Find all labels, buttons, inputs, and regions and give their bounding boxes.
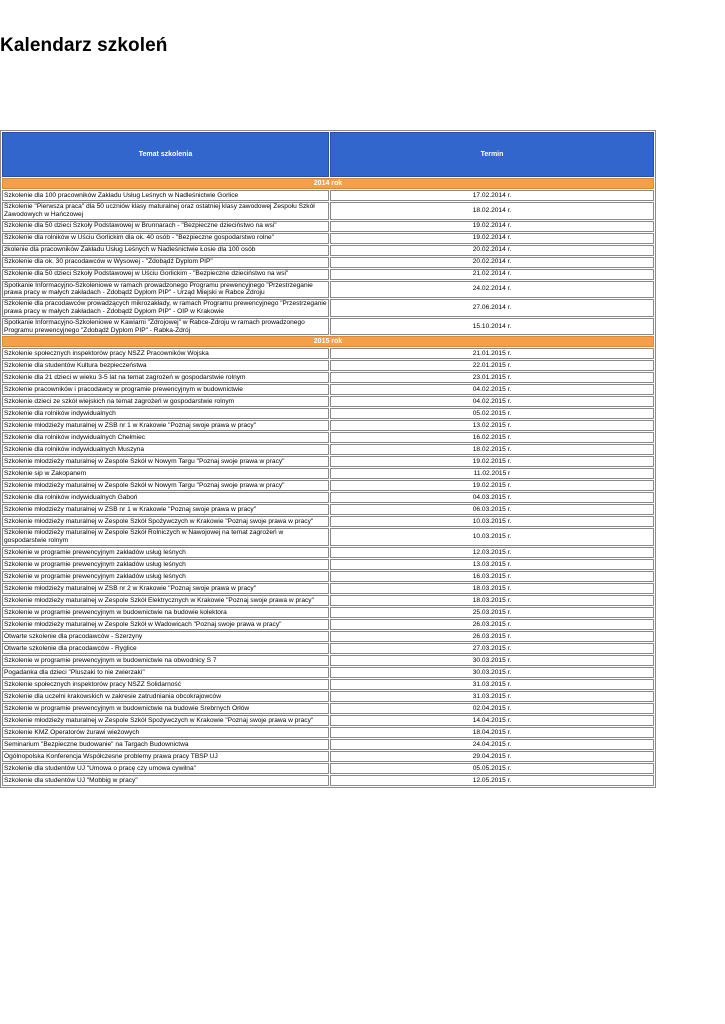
year-label: 2015 rok: [2, 336, 654, 347]
training-topic-cell: Szkolenie KMZ Operatorów żurawi wieżowych: [2, 727, 329, 738]
training-topic-cell: Szkolenie młodzieży maturalnej w ZSB nr 2 w Krakowie "Poznaj swoje prawa w pracy": [2, 583, 329, 594]
training-topic-cell: Spotkanie Informacyjno-Szkoleniowe w Kawiarni "Zdrojowej" w Rabce-Zdroju w ramach prowadzonego Programu prewencyjnego "Zdobądź Dyplom PIP" - Rabka-Zdrój: [2, 318, 329, 336]
training-date-cell: 31.03.2015 r.: [330, 679, 654, 690]
training-topic-cell: Otwarte szkolenie dla pracodawców - Ryglice: [2, 643, 329, 654]
training-topic-cell: Szkolenie dla 50 dzieci Szkoły Podstawowej w Brunnarach - "Bezpieczne dzieciństwo na wsi": [2, 221, 329, 232]
table-row: [2, 547, 654, 558]
table-row: [2, 571, 654, 582]
training-topic-cell: zkolenie dla pracowników Zakładu Usług Leśnych w Nadleśnictwie Łosie dla 100 osób: [2, 245, 329, 256]
training-topic-cell: Szkolenie w programie prewencyjnym zakładów usług leśnych: [2, 559, 329, 570]
training-date-cell: 10.03.2015 r.: [330, 528, 654, 546]
training-topic-cell: Szkolenie młodzieży maturalnej w Zespole Szkół w Nowym Targu "Poznaj swoje prawa w pracy": [2, 456, 329, 467]
training-date-cell: 20.02.2014 r.: [330, 257, 654, 268]
training-date-cell: 19.02.2015 r.: [330, 456, 654, 467]
training-date-cell: 13.03.2015 r.: [330, 559, 654, 570]
table-row: [2, 257, 654, 268]
training-topic-cell: Szkolenie dla rolników indywidualnych Muszyna: [2, 444, 329, 455]
table-row: [2, 281, 654, 299]
table-row: [2, 504, 654, 515]
table-row: [2, 739, 654, 750]
training-topic-cell: Szkolenie pracowników i pracodawcy w programie prewencyjnym w budownictwie: [2, 384, 329, 395]
table-row: [2, 233, 654, 244]
training-date-cell: 10.03.2015 r.: [330, 516, 654, 527]
training-date-cell: 26.03.2015 r.: [330, 631, 654, 642]
training-date-cell: 18.02.2015 r.: [330, 444, 654, 455]
table-header-row: [2, 132, 654, 177]
training-date-cell: 21.02.2014 r.: [330, 269, 654, 280]
table-row: [2, 607, 654, 618]
table-row: [2, 619, 654, 630]
training-date-cell: 19.02.2014 r.: [330, 233, 654, 244]
training-date-cell: 05.05.2015 r.: [330, 763, 654, 774]
training-date-cell: 24.02.2014 r.: [330, 281, 654, 299]
training-date-cell: 05.02.2015 r.: [330, 408, 654, 419]
table-row: [2, 384, 654, 395]
table-row: [2, 221, 654, 232]
training-date-cell: 04.03.2015 r.: [330, 492, 654, 503]
year-section-row: [2, 336, 654, 347]
training-topic-cell: Spotkanie Informacyjno-Szkoleniowe w ramach prowadzonego Programu prewencyjnego "Przestrzeganie prawa pracy w małych zakładach - Zdobądź Dyplom PIP" - Urząd Miejski w Rabce Zdroju: [2, 281, 329, 299]
training-date-cell: 12.03.2015 r.: [330, 547, 654, 558]
table-row: [2, 432, 654, 443]
training-topic-cell: Otwarte szkolenie dla pracodawców - Szerzyny: [2, 631, 329, 642]
training-topic-cell: Szkolenie dla studentów UJ "Umowa o pracę czy umowa cywilna": [2, 763, 329, 774]
year-section-row: [2, 178, 654, 189]
training-topic-cell: Szkolenie w programie prewencyjnym w budownictwie na obwodnicy S 7: [2, 655, 329, 666]
training-date-cell: 13.02.2015 r.: [330, 420, 654, 431]
training-date-cell: 06.03.2015 r.: [330, 504, 654, 515]
training-date-cell: 30.03.2015 r.: [330, 667, 654, 678]
training-topic-cell: Szkolenie dla 100 pracowników Zakładu Usług Leśnych w Nadleśnictwie Gorlice: [2, 190, 329, 201]
table-row: [2, 691, 654, 702]
training-topic-cell: Szkolenie dla 21 dzieci w wieku 3-5 lat na temat zagrożeń w gospodarstwie rolnym: [2, 372, 329, 383]
training-topic-cell: Szkolenie młodzieży maturalnej w Zespole Szkół w Nowym Targu "Poznaj swoje prawa w pracy": [2, 480, 329, 491]
table-row: [2, 245, 654, 256]
table-row: [2, 348, 654, 359]
training-date-cell: 23.01.2015 r.: [330, 372, 654, 383]
training-date-cell: 29.04.2015 r.: [330, 751, 654, 762]
training-topic-cell: Szkolenie w programie prewencyjnym zakładów usług leśnych: [2, 571, 329, 582]
training-date-cell: 27.06.2014 r.: [330, 299, 654, 317]
table-row: [2, 492, 654, 503]
training-topic-cell: Szkolenie dla rolników indywidualnych Gaboń: [2, 492, 329, 503]
training-date-cell: 19.02.2014 r.: [330, 221, 654, 232]
training-date-cell: 12.05.2015 r.: [330, 775, 654, 786]
table-row: [2, 190, 654, 201]
training-topic-cell: Szkolenie młodzieży maturalnej w Zespole Szkół Spożywczych w Krakowie "Poznaj swoje prawa w pracy": [2, 715, 329, 726]
table-row: [2, 269, 654, 280]
training-topic-cell: Szkolenie dla rolników indywidualnych Chełmiec: [2, 432, 329, 443]
training-date-cell: 18.03.2015 r.: [330, 583, 654, 594]
training-date-cell: 16.03.2015 r.: [330, 571, 654, 582]
training-topic-cell: Szkolenie młodzieży maturalnej w Zespole Szkół w Wadowicach "Poznaj swoje prawa w pracy": [2, 619, 329, 630]
training-topic-cell: Szkolenie młodzieży maturalnej w Zespole Szkół Rolniczych w Nawojowej na temat zagrożeń w gospodarstwie rolnym: [2, 528, 329, 546]
training-topic-cell: Szkolenie dla 50 dzieci Szkoły Podstawowej w Uściu Gorlickim - "Bezpieczne dzieciństwo na wsi": [2, 269, 329, 280]
training-topic-cell: Szkolenie młodzieży maturalnej w ZSB nr 1 w Krakowie "Poznaj swoje prawa w pracy": [2, 420, 329, 431]
table-row: [2, 643, 654, 654]
training-date-cell: 18.03.2015 r.: [330, 595, 654, 606]
training-date-cell: 25.03.2015 r.: [330, 607, 654, 618]
training-topic-cell: Szkolenie "Pierwsza praca" dla 50 uczniów klasy maturalnej oraz ostatniej klasy zawodowej Zespołu Szkół Zawodowych w Hańczowej: [2, 202, 329, 220]
table-row: [2, 299, 654, 317]
training-date-cell: 02.04.2015 r.: [330, 703, 654, 714]
table-row: [2, 775, 654, 786]
training-date-cell: 24.04.2015 r.: [330, 739, 654, 750]
training-topic-cell: Szkolenie dla studentów Kultura bezpieczeństwa: [2, 360, 329, 371]
column-header-topic: Temat szkolenia: [2, 132, 329, 177]
table-row: [2, 528, 654, 546]
training-topic-cell: Szkolenie młodzieży maturalnej w Zespole Szkół Elektrycznych w Krakowie "Poznaj swoje prawa w pracy": [2, 595, 329, 606]
year-label: 2014 rok: [2, 178, 654, 189]
training-topic-cell: Szkolenie dla studentów UJ "Mobbig w pracy": [2, 775, 329, 786]
training-topic-cell: Szkolenie dla rolników indywidualnych: [2, 408, 329, 419]
table-row: [2, 583, 654, 594]
training-date-cell: 11.02.2015 r: [330, 468, 654, 479]
table-row: [2, 679, 654, 690]
training-date-cell: 22.01.2015 r.: [330, 360, 654, 371]
training-topic-cell: Szkolenie w programie prewencyjnym w budownictwie na budowie Srebrnych Orłów: [2, 703, 329, 714]
table-row: [2, 202, 654, 220]
training-date-cell: 27.03.2015 r.: [330, 643, 654, 654]
table-row: [2, 763, 654, 774]
training-topic-cell: Szkolenie w programie prewencyjnym zakładów usług leśnych: [2, 547, 329, 558]
training-topic-cell: Seminarium "Bezpieczne budowanie" na Targach Budownictwa: [2, 739, 329, 750]
table-row: [2, 372, 654, 383]
page-title: Kalendarz szkoleń: [0, 35, 168, 56]
training-date-cell: 30.03.2015 r.: [330, 655, 654, 666]
table-row: [2, 751, 654, 762]
table-row: [2, 667, 654, 678]
table-row: [2, 468, 654, 479]
training-date-cell: 14.04.2015 r.: [330, 715, 654, 726]
training-topic-cell: Szkolenie społecznych inspektorów pracy NSZZ Pracowników Wojska: [2, 348, 329, 359]
table-row: [2, 444, 654, 455]
training-topic-cell: Ogólnopolska Konferencja Współczesne problemy prawa pracy TBSP UJ: [2, 751, 329, 762]
training-topic-cell: Szkolenie młodzieży maturalnej w ZSB nr 1 w Krakowie "Poznaj swoje prawa w pracy": [2, 504, 329, 515]
table-body: [2, 178, 654, 786]
table-row: [2, 360, 654, 371]
table-row: [2, 480, 654, 491]
training-date-cell: 20.02.2014 r.: [330, 245, 654, 256]
training-topic-cell: Szkolenie dla uczelni krakowskich w zakresie zatrudniania obcokrajowców: [2, 691, 329, 702]
table-row: [2, 703, 654, 714]
training-date-cell: 17.02.2014 r.: [330, 190, 654, 201]
table-row: [2, 318, 654, 336]
training-date-cell: 04.02.2015 r.: [330, 396, 654, 407]
training-date-cell: 15.10.2014 r.: [330, 318, 654, 336]
table-row: [2, 420, 654, 431]
table-row: [2, 559, 654, 570]
training-date-cell: 16.02.2015 r.: [330, 432, 654, 443]
training-topic-cell: Szkolenie społecznych inspektorów pracy NSZZ Solidarność: [2, 679, 329, 690]
training-topic-cell: Szkolenie dla ok. 30 pracodawców w Wysowej - "Zdobądź Dyplom PIP": [2, 257, 329, 268]
training-topic-cell: Szkolenie dla pracodawców prowadzących mikrozakłady, w ramach Programu prewencyjnego "Przestrzeganie prawa pracy w małych zakładach - Zdobądź Dyplom PIP" - OIP w Krakowie: [2, 299, 329, 317]
training-date-cell: 04.02.2015 r.: [330, 384, 654, 395]
training-date-cell: 18.04.2015 r.: [330, 727, 654, 738]
training-calendar-table: [0, 130, 656, 788]
column-header-date: Termin: [330, 132, 654, 177]
table-row: [2, 595, 654, 606]
training-topic-cell: Pogadanka dla dzieci "Pluszaki to nie zwierzaki": [2, 667, 329, 678]
training-date-cell: 21.01.2015 r.: [330, 348, 654, 359]
table-row: [2, 516, 654, 527]
training-date-cell: 19.02.2015 r.: [330, 480, 654, 491]
training-topic-cell: Szkolenie dla rolników w Uściu Gorlickim dla ok. 40 osób - "Bezpieczne gospodarstwo rolne": [2, 233, 329, 244]
training-topic-cell: Szkolenie w programie prewencyjnym w budownictwie na budowie kolektora: [2, 607, 329, 618]
table-row: [2, 396, 654, 407]
training-topic-cell: Szkolenie dzieci ze szkół wiejskich na temat zagrożeń w gospodarstwie rolnym: [2, 396, 329, 407]
table-row: [2, 456, 654, 467]
table-row: [2, 727, 654, 738]
table-row: [2, 715, 654, 726]
training-topic-cell: Szkolenie młodzieży maturalnej w Zespole Szkół Spożywczych w Krakowie "Poznaj swoje prawa w pracy": [2, 516, 329, 527]
training-date-cell: 18.02.2014 r.: [330, 202, 654, 220]
table-row: [2, 408, 654, 419]
table-row: [2, 631, 654, 642]
training-topic-cell: Szkolenie sip w Zakopanem: [2, 468, 329, 479]
training-date-cell: 26.03.2015 r.: [330, 619, 654, 630]
training-date-cell: 31.03.2015 r.: [330, 691, 654, 702]
table-row: [2, 655, 654, 666]
